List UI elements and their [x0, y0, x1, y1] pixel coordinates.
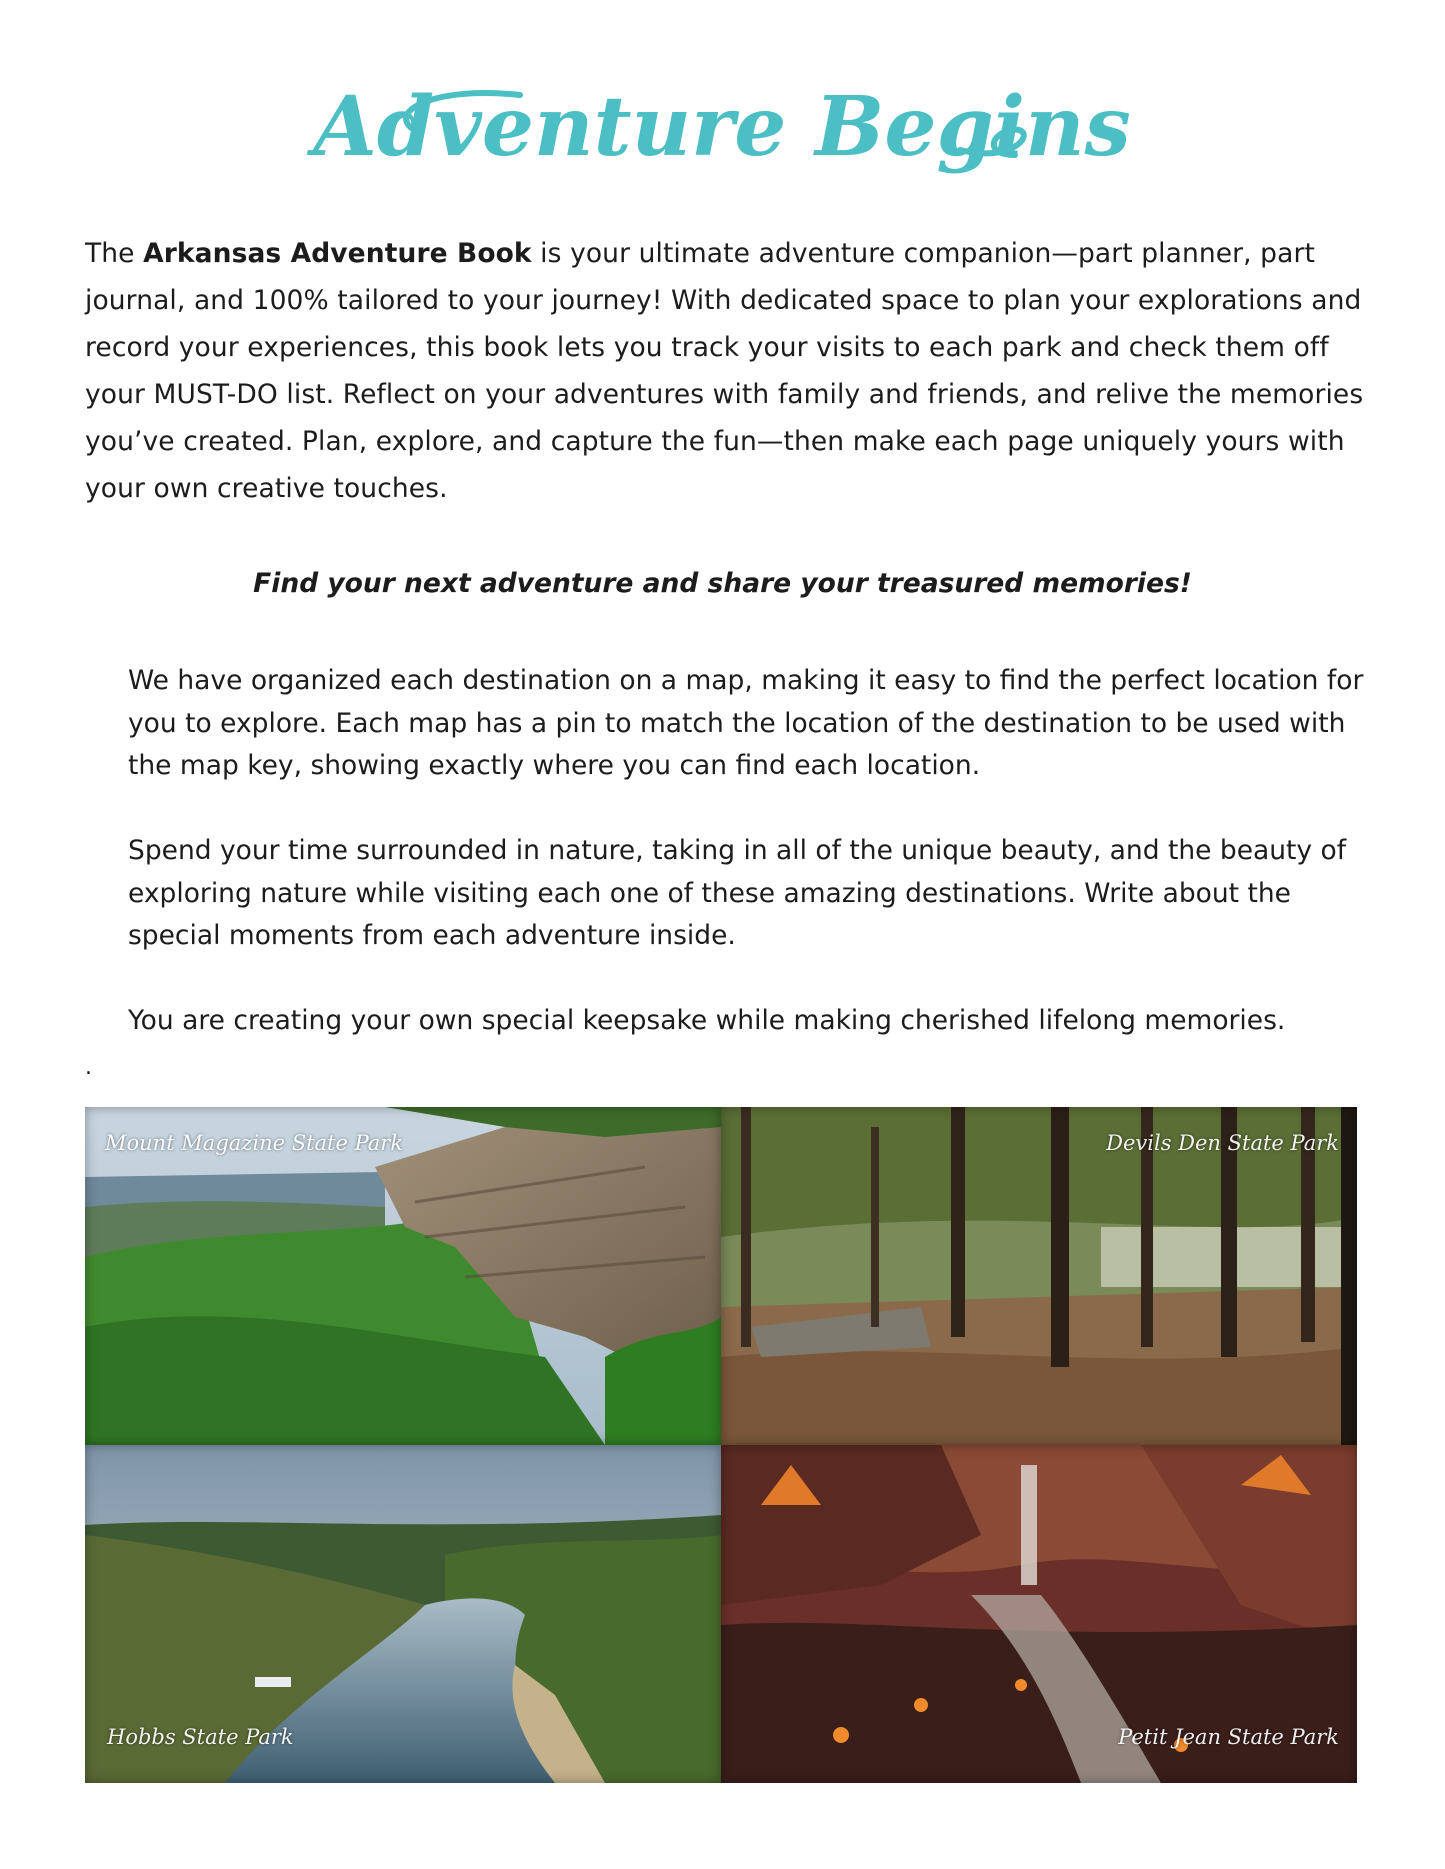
page-title [0, 55, 1445, 195]
intro-body: is your ultimate adventure companion—part planner, part journal, and 100% tailored to your journey! With dedicated space to plan your explorations and record your experiences, this book lets you track your visits to each park and check them off your MUST-DO list. Reflect on your adventures with family and friends, and relive the memories you’ve created. Plan, explore, and capture the fun—then make each page uniquely yours with your own creative touches. [85, 238, 1364, 504]
paragraph-map: We have organized each destination on a map, making it easy to find the perfect location for you to explore. Each map has a pin to match the location of the destination to be used with the map key, showing exactly where you can find each location. [128, 665, 1364, 781]
stray-mark: . [85, 1055, 92, 1080]
photo-devils-den [721, 1107, 1357, 1445]
photo-petit-jean [721, 1445, 1357, 1783]
intro-paragraph [85, 230, 1370, 512]
tagline: Find your next adventure and share your treasured memories! [253, 568, 1192, 599]
title-text: Adventure Begins [313, 79, 1131, 175]
forest-icon [721, 1107, 1357, 1445]
paragraph-keepsake: You are creating your own special keepsake while making cherished lifelong memories. [128, 1005, 1286, 1036]
photo-gallery [85, 1107, 1357, 1783]
photo-hobbs [85, 1445, 721, 1783]
intro-lead: The [85, 238, 144, 269]
book-name: Arkansas Adventure Book [143, 238, 532, 269]
paragraph-nature: Spend your time surrounded in nature, taking in all of the unique beauty, and the beauty of exploring nature while visiting each one of these amazing destinations. Write about the special moments from each adventure inside. [128, 835, 1347, 951]
cliff-landscape-icon [85, 1107, 721, 1445]
photo-caption: Devils Den State Park [1106, 1131, 1339, 1155]
title-script [0, 55, 1445, 195]
photo-mount-magazine [85, 1107, 721, 1445]
photo-caption: Hobbs State Park [107, 1725, 294, 1749]
photo-caption: Mount Magazine State Park [105, 1131, 404, 1155]
photo-caption: Petit Jean State Park [1118, 1725, 1339, 1749]
